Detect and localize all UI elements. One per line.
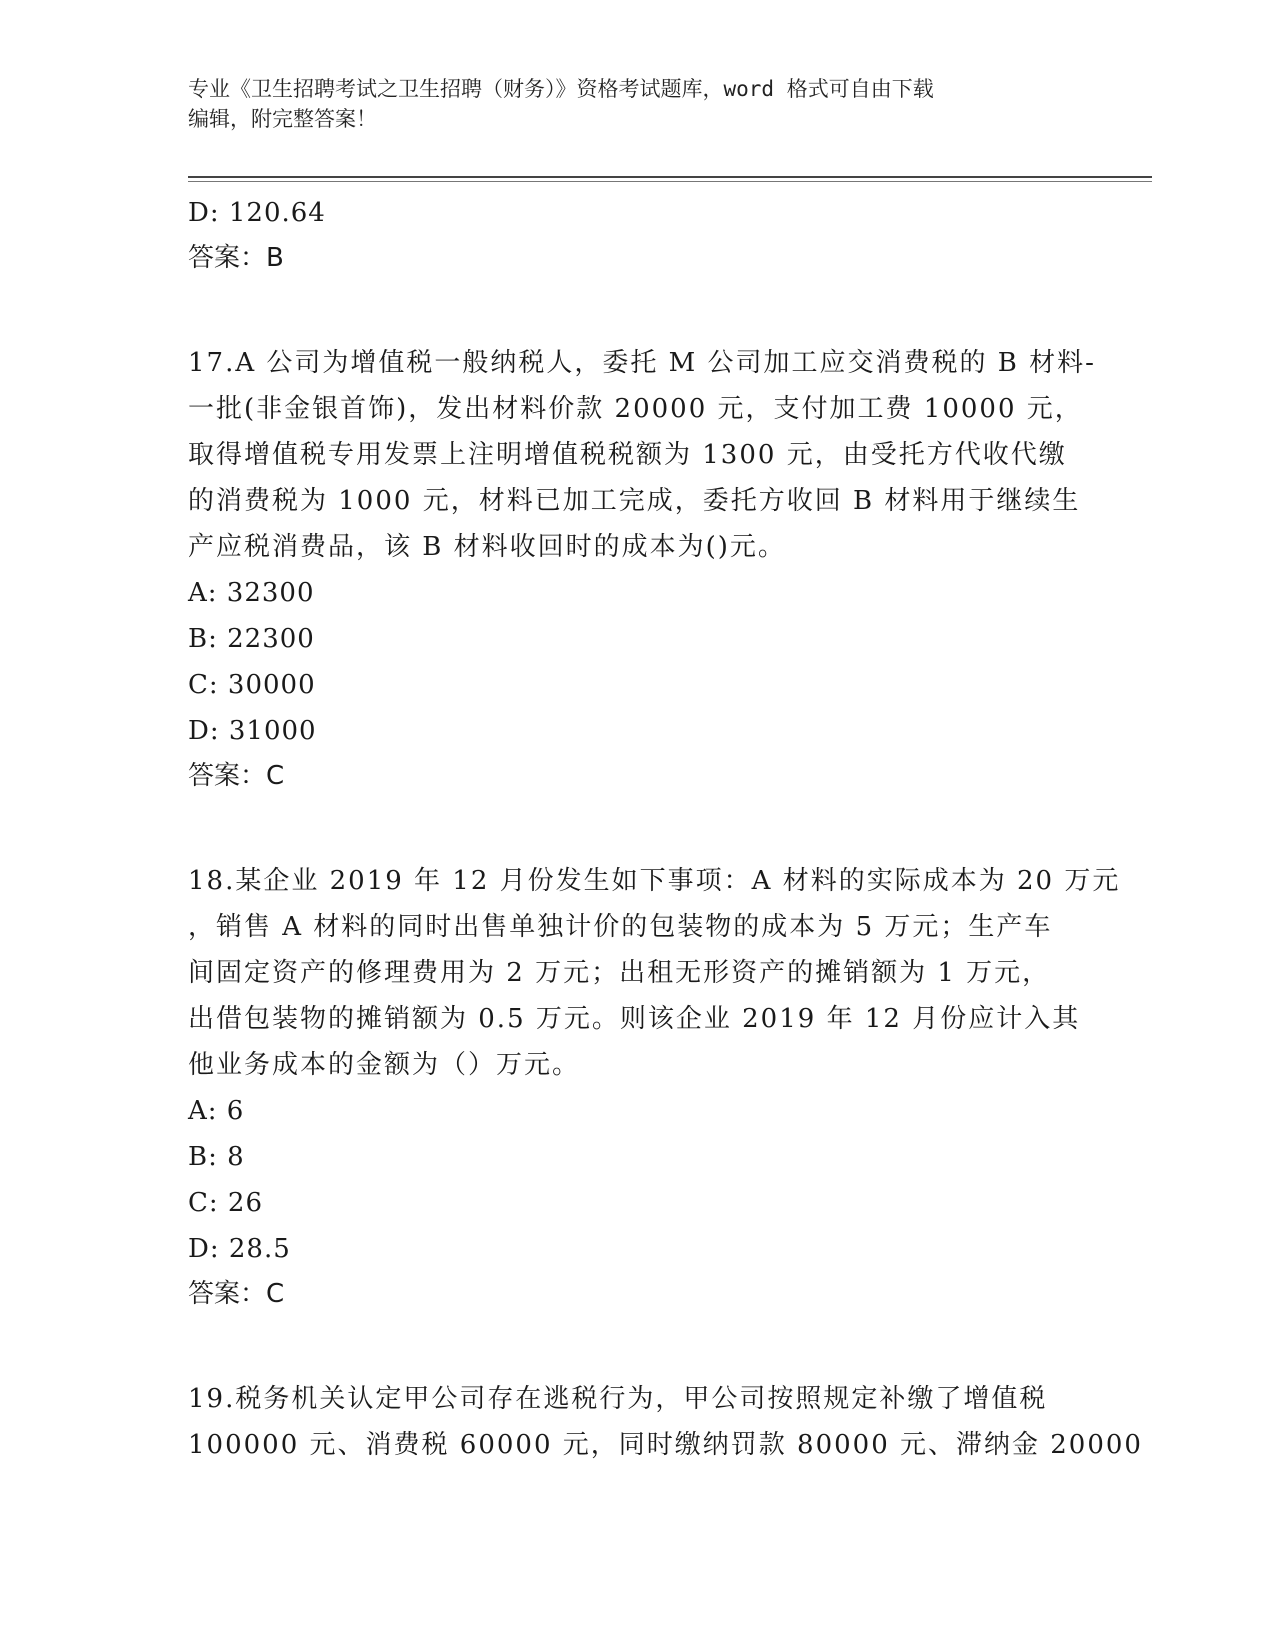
question-18-line: 出借包装物的摊销额为 0.5 万元。则该企业 2019 年 12 月份应计入其 (188, 1004, 1081, 1034)
header-line-2: 编辑，附完整答案！ (188, 107, 377, 131)
question-17-line: 的消费税为 1000 元，材料已加工完成，委托方收回 B 材料用于继续生 (188, 486, 1081, 516)
spacer (188, 280, 1088, 340)
question-18-line: 18.某企业 2019 年 12 月份发生如下事项：A 材料的实际成本为 20 万元 (188, 866, 1121, 896)
question-17-line: 一批(非金银首饰)，发出材料价款 20000 元，支付加工费 10000 元， (188, 394, 1083, 424)
header-line-1: 专业《卫生招聘考试之卫生招聘（财务）》资格考试题库，word 格式可自由下载 (188, 77, 934, 101)
question-18-line: 他业务成本的金额为（）万元。 (188, 1050, 581, 1080)
question-19-stem (188, 1376, 1143, 1468)
page-header (188, 74, 1068, 134)
question-18-option-b: B: 8 (188, 1142, 245, 1172)
prev-option-d: D: 120.64 (188, 198, 326, 228)
question-17-line: 取得增值税专用发票上注明增值税税额为 1300 元，由受托方代收代缴 (188, 440, 1067, 470)
question-18-line: 间固定资产的修理费用为 2 万元；出租无形资产的摊销额为 1 万元， (188, 958, 1051, 988)
question-18-answer: 答案：C (188, 1279, 285, 1309)
question-17-option-c: C: 30000 (188, 670, 316, 700)
question-17-stem (188, 340, 1096, 570)
question-18-option-a: A: 6 (188, 1096, 245, 1126)
question-17-line: 17.A 公司为增值税一般纳税人，委托 M 公司加工应交消费税的 B 材料- (188, 348, 1096, 378)
question-17-option-b: B: 22300 (188, 624, 315, 654)
spacer (188, 1316, 1088, 1376)
question-18-line: ，销售 A 材料的同时出售单独计价的包装物的成本为 5 万元；生产车 (188, 912, 1053, 942)
question-18-option-c: C: 26 (188, 1188, 264, 1218)
question-17-option-d: D: 31000 (188, 716, 317, 746)
question-19-line: 19.税务机关认定甲公司存在逃税行为，甲公司按照规定补缴了增值税 (188, 1384, 1048, 1414)
prev-answer: 答案：B (188, 243, 284, 273)
question-17-line: 产应税消费品，该 B 材料收回时的成本为()元。 (188, 532, 786, 562)
question-18-stem (188, 858, 1121, 1088)
question-content (188, 190, 1143, 1468)
question-19-line: 100000 元、消费税 60000 元，同时缴纳罚款 80000 元、滞纳金 20000 (188, 1430, 1143, 1460)
question-17-option-a: A: 32300 (188, 578, 315, 608)
header-divider-thin (188, 181, 1152, 182)
question-18-option-d: D: 28.5 (188, 1234, 291, 1264)
question-17-answer: 答案：C (188, 761, 285, 791)
spacer (188, 798, 1088, 858)
header-divider-thick (188, 176, 1152, 178)
